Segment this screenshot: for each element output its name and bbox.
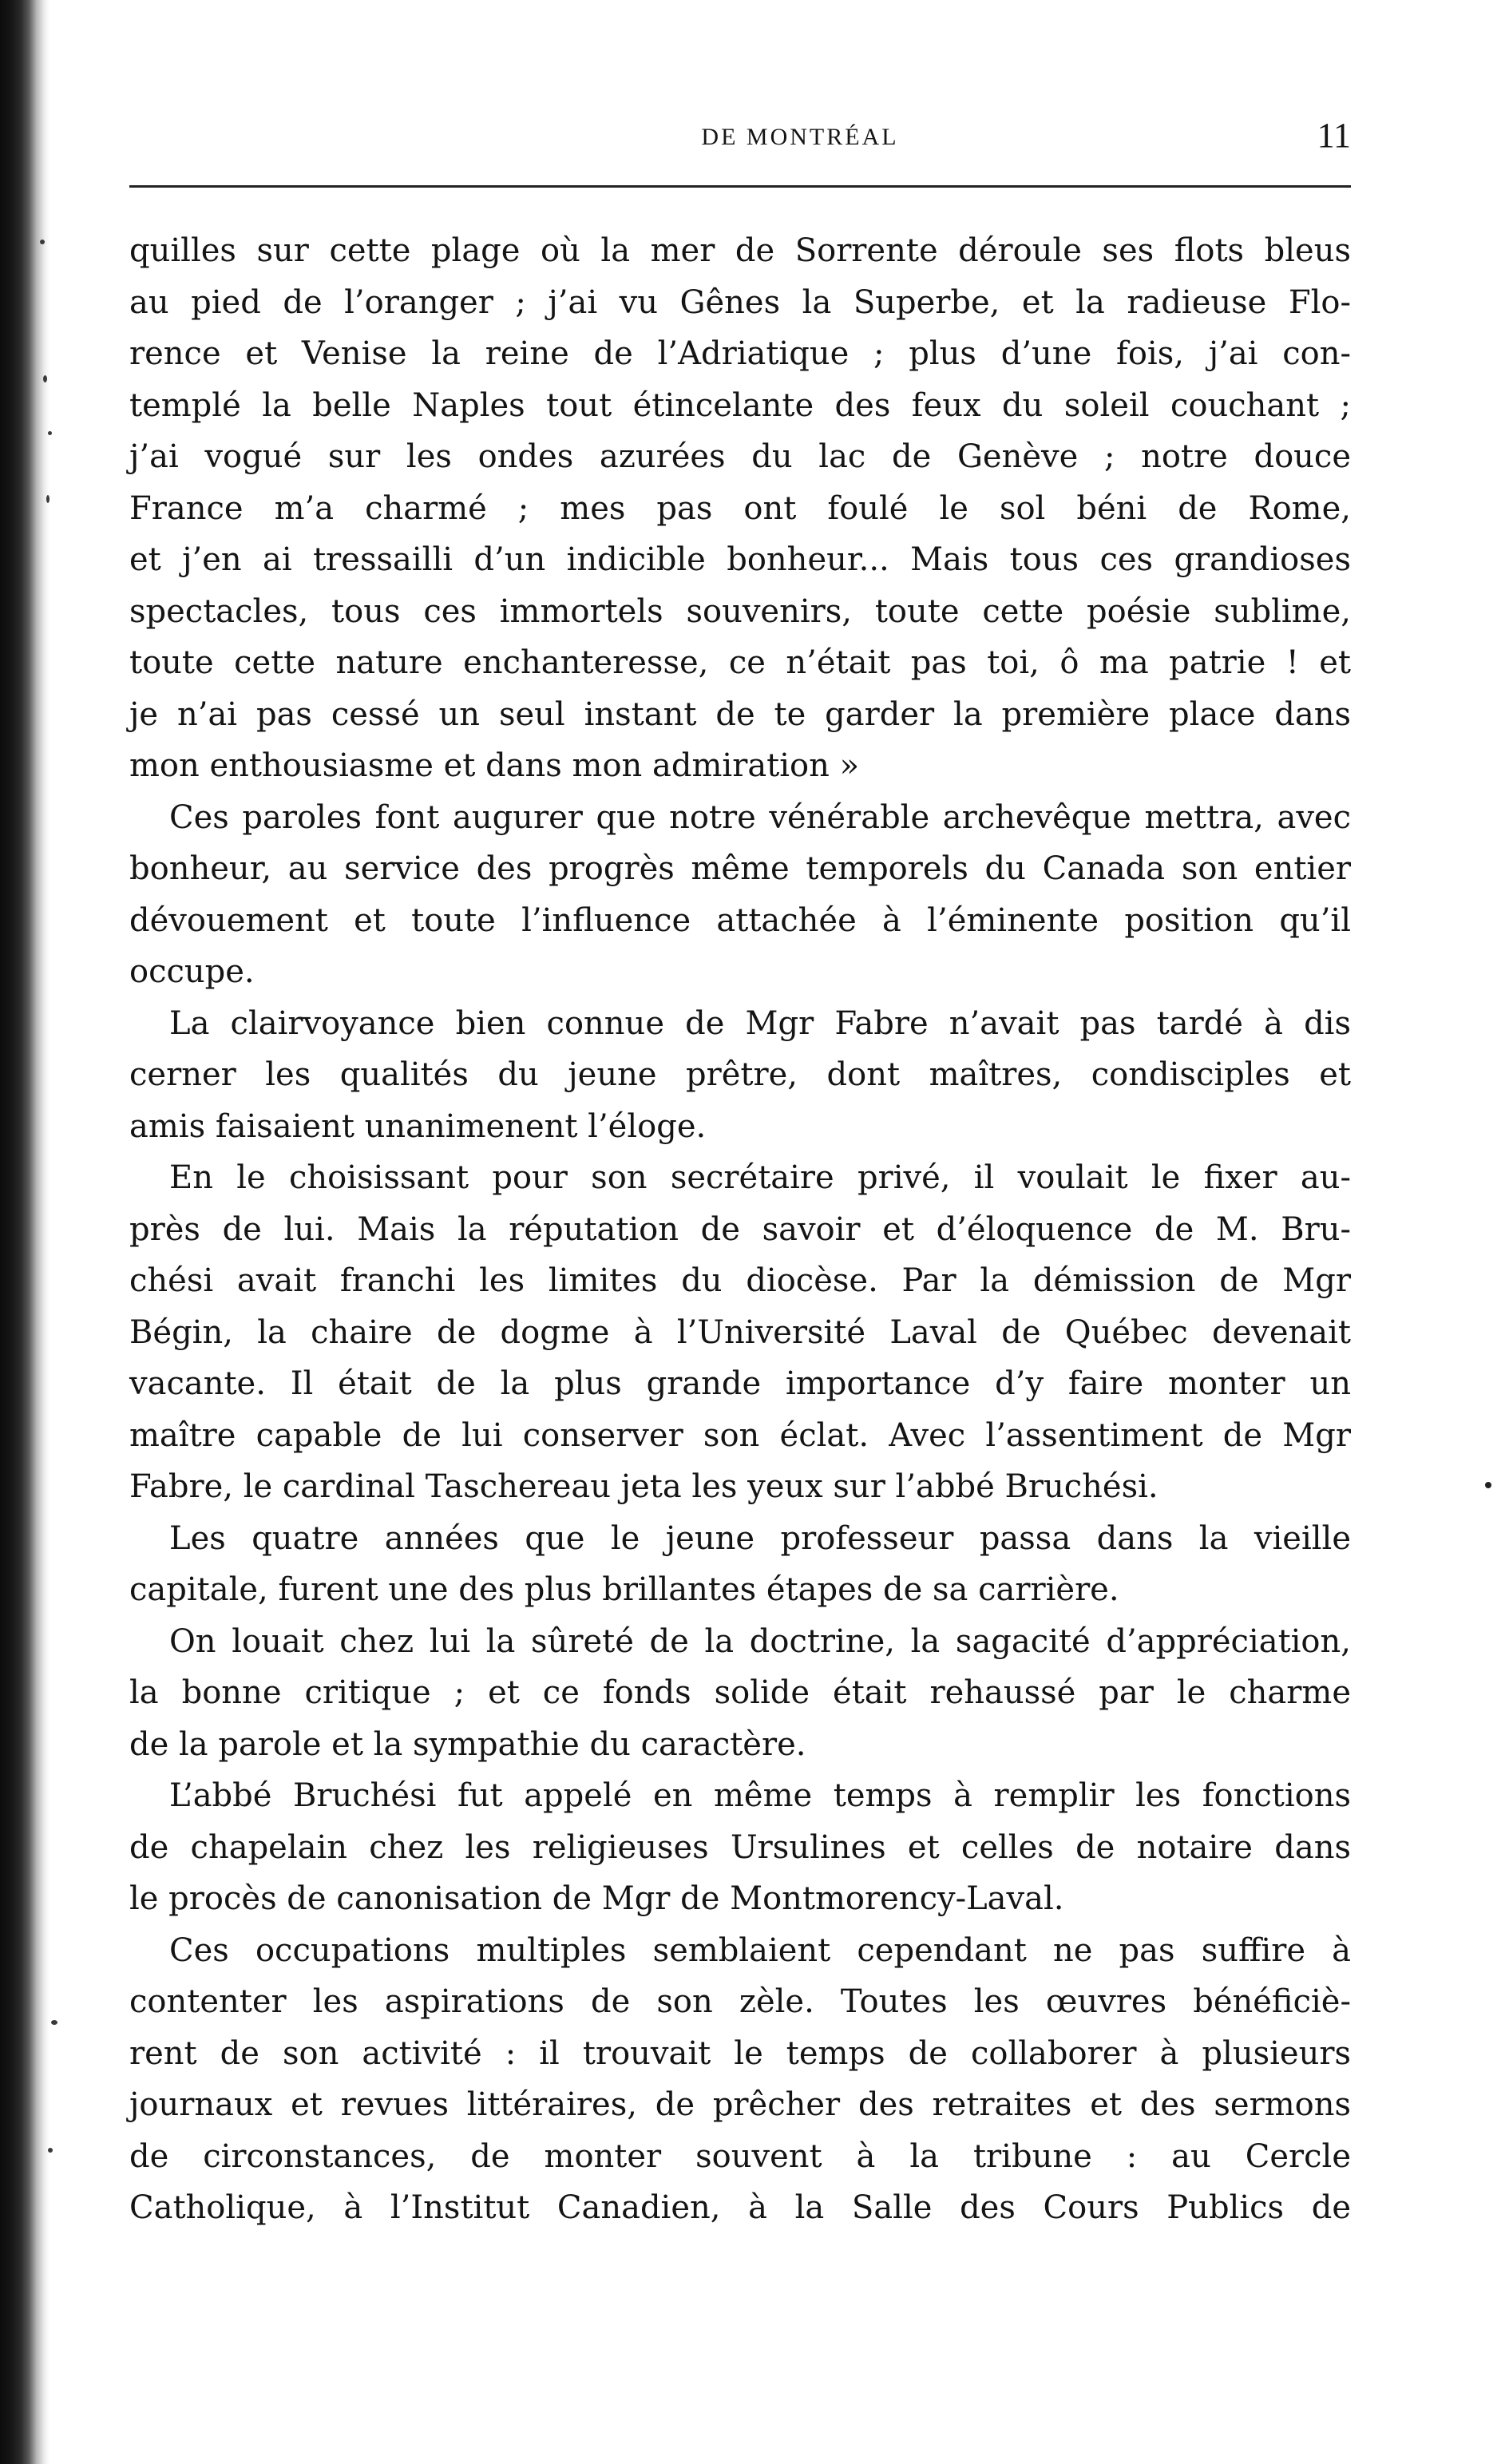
scan-speck xyxy=(40,240,45,244)
header-rule xyxy=(129,185,1351,188)
text-line: près de lui. Mais la réputation de savoir et d’éloquence de M. Bru- xyxy=(129,1210,1351,1248)
text-line: maître capable de lui conserver son éclat. Avec l’assentiment de Mgr xyxy=(129,1416,1351,1454)
text-line: rence et Venise la reine de l’Adriatique ; plus d’une fois, j’ai con- xyxy=(129,335,1351,372)
text-line: quilles sur cette plage où la mer de Sorrente déroule ses flots bleus xyxy=(129,232,1351,269)
text-line: je n’ai pas cessé un seul instant de te garder la première place dans xyxy=(129,695,1351,733)
text-line: France m’a charmé ; mes pas ont foulé le sol béni de Rome, xyxy=(129,489,1351,527)
text-line: La clairvoyance bien connue de Mgr Fabre n’avait pas tardé à dis xyxy=(169,1004,1351,1042)
scan-speck xyxy=(43,375,47,382)
text-line: toute cette nature enchanteresse, ce n’était pas toi, ô ma patrie ! et xyxy=(129,644,1351,681)
page-number: 11 xyxy=(1317,116,1351,155)
text-line: Ces occupations multiples semblaient cependant ne pas suffire à xyxy=(169,1931,1351,1969)
text-line: En le choisissant pour son secrétaire privé, il voulait le fixer au- xyxy=(169,1159,1351,1196)
text-line: Bégin, la chaire de dogme à l’Université Laval de Québec devenait xyxy=(129,1313,1351,1351)
text-line: au pied de l’oranger ; j’ai vu Gênes la Superbe, et la radieuse Flo- xyxy=(129,283,1351,321)
text-line: Fabre, le cardinal Taschereau jeta les yeux sur l’abbé Bruchési. xyxy=(129,1468,1158,1505)
text-line: rent de son activité : il trouvait le temps de collaborer à plusieurs xyxy=(129,2034,1351,2072)
running-head: DE MONTRÉAL xyxy=(701,124,899,150)
text-line: Ces paroles font augurer que notre vénérable archevêque mettra, avec xyxy=(169,798,1351,836)
text-line: templé la belle Naples tout étincelante des feux du soleil couchant ; xyxy=(129,386,1351,424)
text-line: vacante. Il était de la plus grande importance d’y faire monter un xyxy=(129,1365,1351,1402)
text-line: de circonstances, de monter souvent à la tribune : au Cercle xyxy=(129,2137,1351,2175)
text-line: L’abbé Bruchési fut appelé en même temps à remplir les fonctions xyxy=(169,1777,1351,1814)
text-line: de la parole et la sympathie du caractère. xyxy=(129,1725,806,1763)
body-text xyxy=(129,225,1351,2234)
page-header xyxy=(129,116,1351,155)
text-line: cerner les qualités du jeune prêtre, dont maîtres, condisciples et xyxy=(129,1056,1351,1093)
text-line: de chapelain chez les religieuses Ursulines et celles de notaire dans xyxy=(129,1828,1351,1866)
text-line: la bonne critique ; et ce fonds solide était rehaussé par le charme xyxy=(129,1674,1351,1711)
text-line: chési avait franchi les limites du diocèse. Par la démission de Mgr xyxy=(129,1262,1351,1299)
text-line: mon enthousiasme et dans mon admiration » xyxy=(129,747,860,784)
text-line: et j’en ai tressailli d’un indicible bonheur... Mais tous ces grandioses xyxy=(129,541,1351,578)
stray-mark xyxy=(1485,1482,1491,1488)
text-line: occupe. xyxy=(129,953,255,990)
text-line: bonheur, au service des progrès même temporels du Canada son entier xyxy=(129,850,1351,887)
binding-shadow xyxy=(0,0,50,2464)
text-line: j’ai vogué sur les ondes azurées du lac de Genève ; notre douce xyxy=(129,438,1351,475)
text-line: dévouement et toute l’influence attachée à l’éminente position qu’il xyxy=(129,901,1351,939)
text-line: Les quatre années que le jeune professeur passa dans la vieille xyxy=(169,1519,1351,1557)
text-line: contenter les aspirations de son zèle. Toutes les œuvres bénéficiè- xyxy=(129,1983,1351,2020)
text-line: On louait chez lui la sûreté de la doctrine, la sagacité d’appréciation, xyxy=(169,1622,1351,1660)
scan-speck xyxy=(46,495,50,503)
text-line: spectacles, tous ces immortels souvenirs, toute cette poésie sublime, xyxy=(129,592,1351,630)
text-line: Catholique, à l’Institut Canadien, à la Salle des Cours Publics de xyxy=(129,2189,1351,2226)
text-line: amis faisaient unanimenent l’éloge. xyxy=(129,1107,707,1145)
text-line: capitale, furent une des plus brillantes étapes de sa carrière. xyxy=(129,1571,1119,1608)
scan-speck xyxy=(51,2020,57,2025)
text-line: le procès de canonisation de Mgr de Montmorency-Laval. xyxy=(129,1880,1064,1917)
scan-speck xyxy=(48,2148,53,2153)
text-line: journaux et revues littéraires, de prêcher des retraites et des sermons xyxy=(129,2086,1351,2123)
scan-speck xyxy=(48,431,52,435)
